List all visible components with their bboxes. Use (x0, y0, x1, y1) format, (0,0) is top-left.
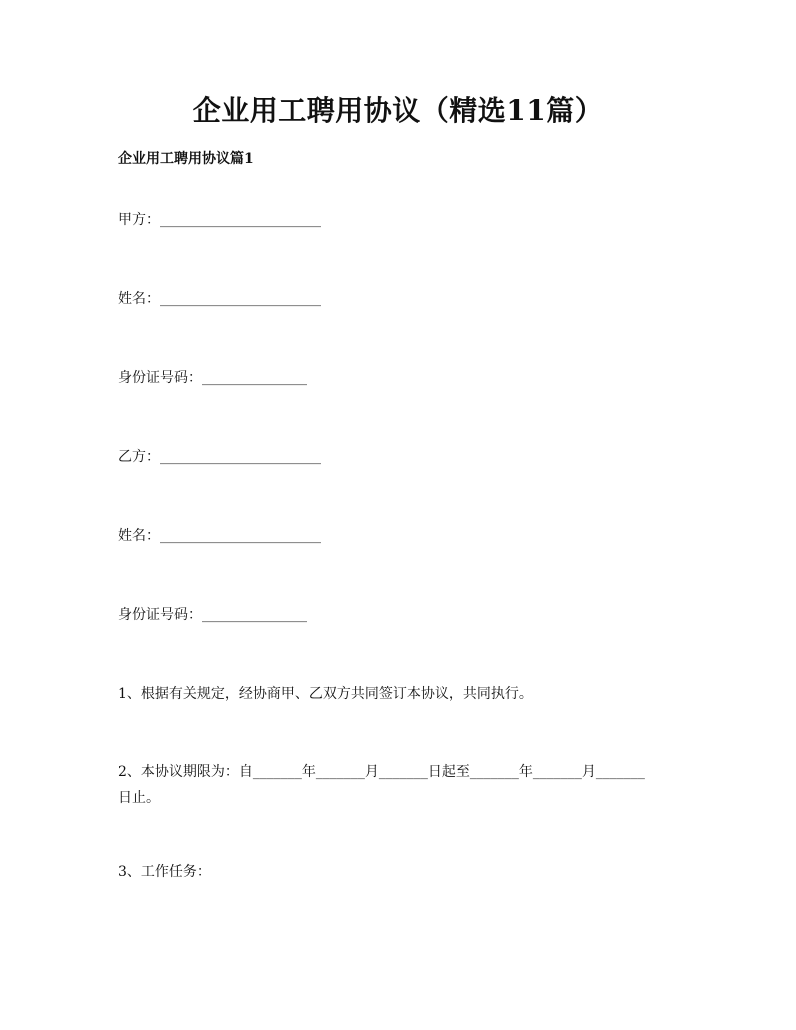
party-a-name-line: 姓名：_______________________ (118, 291, 321, 307)
section-heading: 企业用工聘用协议篇1 (118, 151, 254, 167)
clause-3: 3、工作任务： (118, 864, 211, 880)
clause-2: 2、本协议期限为：自_______年_______月_______日起至_______年_______月_______日止。 (118, 764, 645, 806)
party-a-line: 甲方：_______________________ (118, 212, 321, 228)
party-a-id-line: 身份证号码：_______________ (118, 370, 307, 386)
party-b-id-line: 身份证号码：_______________ (118, 607, 307, 623)
party-b-line: 乙方：_______________________ (118, 449, 321, 465)
party-b-name-line: 姓名：_______________________ (118, 528, 321, 544)
clause-1: 1、根据有关规定，经协商甲、乙双方共同签订本协议，共同执行。 (118, 686, 533, 702)
document-title: 企业用工聘用协议（精选11篇） (192, 94, 604, 127)
